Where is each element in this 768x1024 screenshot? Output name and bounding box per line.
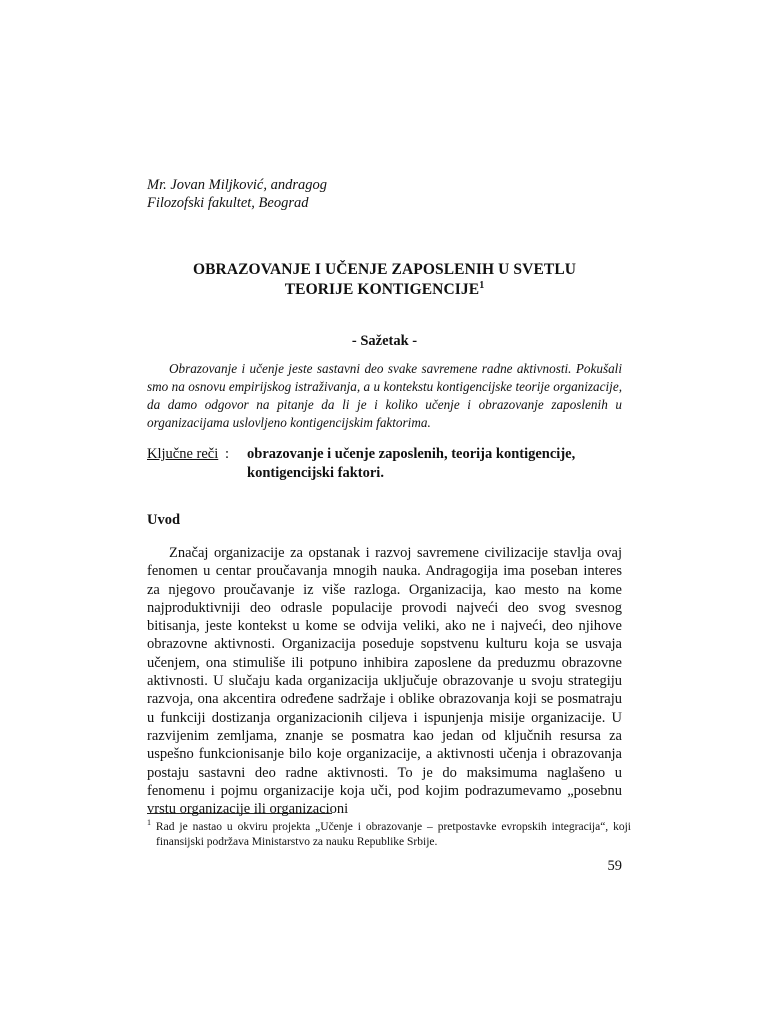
intro-paragraph: Značaj organizacije za opstanak i razvoj savremene civilizacije stavlja ovaj fenomen u centar proučavanja mnogih nauka. Andragogija ima poseban interes za njegovo proučavanje iz više razloga. Organizacija, kao mesto na kome najproduktivniji deo odrasle populacije provodi najveći deo svog svesnog bitisanja, jeste kontekst u kome se odvija veliki, ako ne i najveći, deo njihove obrazovne aktivnosti. Organizacija poseduje sopstvenu kulturu koja se usvaja učenjem, ona stimuliše ili potpuno inhibira zaposlene da preduzmu obrazovne aktivnosti. U slučaju kada organizacija uključuje obrazovanje u svoju strategiju razvoja, ona akcentira određene sadržaje i oblike obrazovanja koji se posmatraju u funkciji dostizanja organizacionih ciljeva i ispunjenja misije organizacije. U razvijenim zemljama, znanje se posmatra kao jedan od ključnih resursa za uspešno funkcionisanje bilo koje organizacije, a aktivnosti učenja i obrazovanja postaju sastavni deo radne aktivnosti. To je do maksimuma naglašeno u fenomenu i pojmu organizacije koja uči, pod kojim podrazumevamo „posebnu vrstu organizacije ili organizacioni bbox=[147, 545, 622, 818]
author-name: Mr. Jovan Miljković, andragog bbox=[147, 177, 328, 193]
title-line-2-text: TEORIJE KONTIGENCIJE bbox=[284, 281, 480, 298]
title-line-1: OBRAZOVANJE I UČENJE ZAPOSLENIH U SVETLU bbox=[192, 261, 577, 278]
footnote-divider bbox=[147, 813, 332, 814]
author-block bbox=[147, 176, 327, 212]
abstract-heading: - Sažetak - bbox=[351, 333, 418, 349]
footnote-mark: 1 bbox=[147, 818, 151, 828]
title-line-2 bbox=[147, 280, 622, 300]
page-number: 59 bbox=[607, 858, 622, 874]
footnote-text: Rad je nastao u okviru projekta „Učenje i obrazovanje – pretpostavke evropskih integracija“, koji finansijski podržava Ministarstvo za nauku Republike Srbije. bbox=[151, 821, 631, 848]
footnote bbox=[147, 820, 631, 850]
keywords-text: obrazovanje i učenje zaposlenih, teorija kontigencije, kontigencijski faktori. bbox=[247, 446, 576, 481]
author-affiliation: Filozofski fakultet, Beograd bbox=[147, 195, 309, 211]
keywords-colon: : bbox=[225, 446, 230, 462]
title-footnote-mark: 1 bbox=[479, 279, 485, 291]
paper-title bbox=[147, 260, 622, 300]
abstract-text: Obrazovanje i učenje jeste sastavni deo svake savremene radne aktivnosti. Pokušali smo na osnovu empirijskog istraživanja, a u kontekstu kontigencijske teorije organizacije, da damo odgovor na pitanje da li je i koliko učenje i obrazovanje zaposlenih u organizacijama uslovljeno kontigencijskim faktorima. bbox=[147, 361, 622, 430]
section-heading-intro: Uvod bbox=[147, 512, 181, 528]
keywords-label: Ključne reči bbox=[147, 446, 219, 462]
paper-page bbox=[147, 0, 631, 1024]
